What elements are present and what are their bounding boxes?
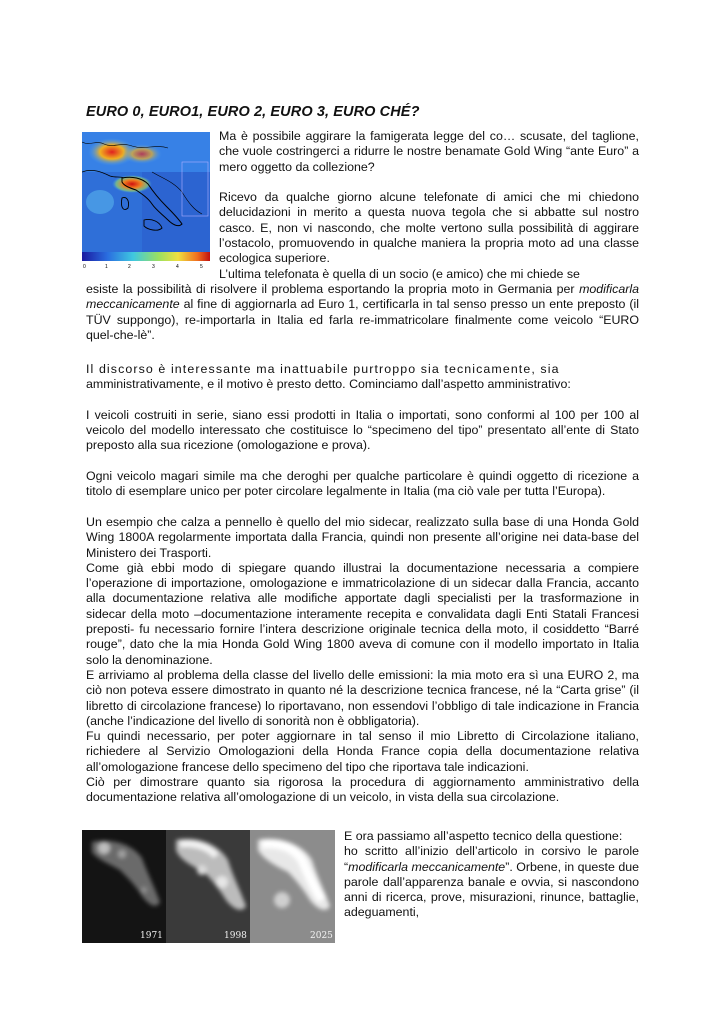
closing-block	[344, 829, 639, 921]
body-block-1	[86, 282, 639, 343]
intro-paragraph-3-start: L’ultima telefonata è quella di un socio (e amico) che mi chiede se	[219, 266, 580, 281]
body-block-2	[86, 362, 639, 806]
paragraph-5: I veicoli costruiti in serie, siano essi prodotti in Italia o importati, sono conformi al 100 per 100 al veicolo del modello interessato che costituisce lo “specimeno del tipo” presentato all’ente di Stato preposto alla sua ricezione (omologazione e prova).	[86, 407, 639, 453]
paragraph-3-continued: esiste la possibilità di risolvere il problema esportando la propria moto in Germania per modificarla meccanicamente al fine di aggiornarla ad Euro 1, certificarla in tal senso presso un ente preposto (il TÜV suppongo), re-importarla in Italia ed farla re-immatricolare finalmente come veicolo “EURO quel-che-lè”.	[86, 282, 639, 342]
colorbar-tick: 3	[152, 264, 155, 270]
paragraph-8: Come già ebbi modo di spiegare quando illustrai la documentazione necessaria a compiere l’operazione di importazione, omologazione e immatricolazione di un sidecar dalla Francia, accanto alla documentazione relativa alle modifiche apportate dagli specialisti per la trasformazione in sidecar della moto –documentazione interamente recepita e convalidata dagli Enti Statali Francesi preposti- fu necessario fornire l’intera descrizione originale tecnica della moto, il cosiddetto “Barré rouge”, dato che la mia Honda Gold Wing 1800 aveva di comune con il modello importato in Italia solo la denominazione.	[86, 560, 639, 667]
intro-paragraph-2: Ricevo da qualche giorno alcune telefonate di amici che mi chiedono delucidazioni in merito a questa nuova tegola che si abbatte sul nostro casco. E, non vi nascondo, che molte vertono sulla possibilità di aggirare l’ostacolo, promuovendo in qualche maniera la propria moto ad una classe ecologica superiore.	[219, 190, 639, 266]
colorbar-tick: 5	[200, 264, 203, 270]
colorbar-tick: 1	[105, 264, 108, 270]
year-label: 2025	[310, 931, 333, 941]
colorbar-tick: 4	[176, 264, 179, 270]
intro-block	[219, 129, 639, 282]
paragraph-12: E ora passiamo all’aspetto tecnico della questione:	[344, 829, 623, 843]
italic-phrase: modificarla meccanicamente	[86, 282, 639, 312]
colorbar-tick: 2	[128, 264, 131, 270]
paragraph-4-line-2: amministrativamente, e il motivo è presto detto. Cominciamo dall’aspetto amministrativo:	[86, 377, 571, 392]
paragraph-7: Un esempio che calza a pennello è quello del mio sidecar, realizzato sulla base di una Honda Gold Wing 1800A regolarmente importata dalla Francia, quindi non presente all’origine nei data-base del Ministero dei Trasporti.	[86, 514, 639, 560]
intro-paragraph-1: Ma è possibile aggirare la famigerata legge del co… scusate, del taglione, che vuole costringerci a ridurre le nostre benamate Gold Wing “ante Euro” a mero oggetto da collezione?	[219, 129, 639, 174]
year-label: 1998	[224, 931, 247, 941]
year-label: 1971	[140, 931, 163, 941]
italic-phrase: modificarla meccanicamente	[348, 859, 506, 874]
paragraph-4-line-1: Il discorso è interessante ma inattuabile purtroppo sia tecnicamente, sia	[86, 362, 560, 376]
paragraph-13: ho scritto all’inizio dell’articolo in corsivo le parole “modificarla meccanicamente”. Orbene, in queste due parole dall’apparenza banale e ovvia, si nascondono anni di ricerca, prove, misurazioni, rinunce, battaglie, adeguamenti,	[344, 844, 639, 920]
paragraph-11: Ciò per dimostrare quanto sia rigorosa la procedura di aggiornamento amministrativo della documentazione relativa all’omologazione di un veicolo, in vista della sua circolazione.	[86, 775, 639, 805]
paragraph-10: Fu quindi necessario, per poter aggiornare in tal senso il mio Libretto di Circolazione italiano, richiedere al Servizio Omologazioni della Honda France copia della documentazione relativa all’omologazione francese dello specimeno del tipo che riportava tale indicazioni.	[86, 729, 639, 774]
colorbar-tick: 0	[83, 264, 86, 270]
italy-maps-image	[82, 830, 335, 943]
paragraph-9: E arriviamo al problema della classe del livello delle emissioni: la mia moto era sì una EURO 2, ma ciò non poteva essere dimostrato in quanto né la descrizione tecnica francese, né la “Carta grise” (il libretto di circolazione francese) lo riportavano, non essendovi l’obbligo di tale indicazione in Francia (anche l’indicazione del livello di sonorità non è obbligatoria).	[86, 667, 639, 728]
pollution-map-image	[82, 132, 210, 270]
article-title: EURO 0, EURO1, EURO 2, EURO 3, EURO CHÉ?	[86, 104, 420, 120]
paragraph-6: Ogni veicolo magari simile ma che deroghi per qualche particolare è quindi oggetto di ricezione a titolo di esemplare unico per poter circolare legalmente in Italia (ma ciò vale per tutta l’Europa).	[86, 469, 639, 499]
